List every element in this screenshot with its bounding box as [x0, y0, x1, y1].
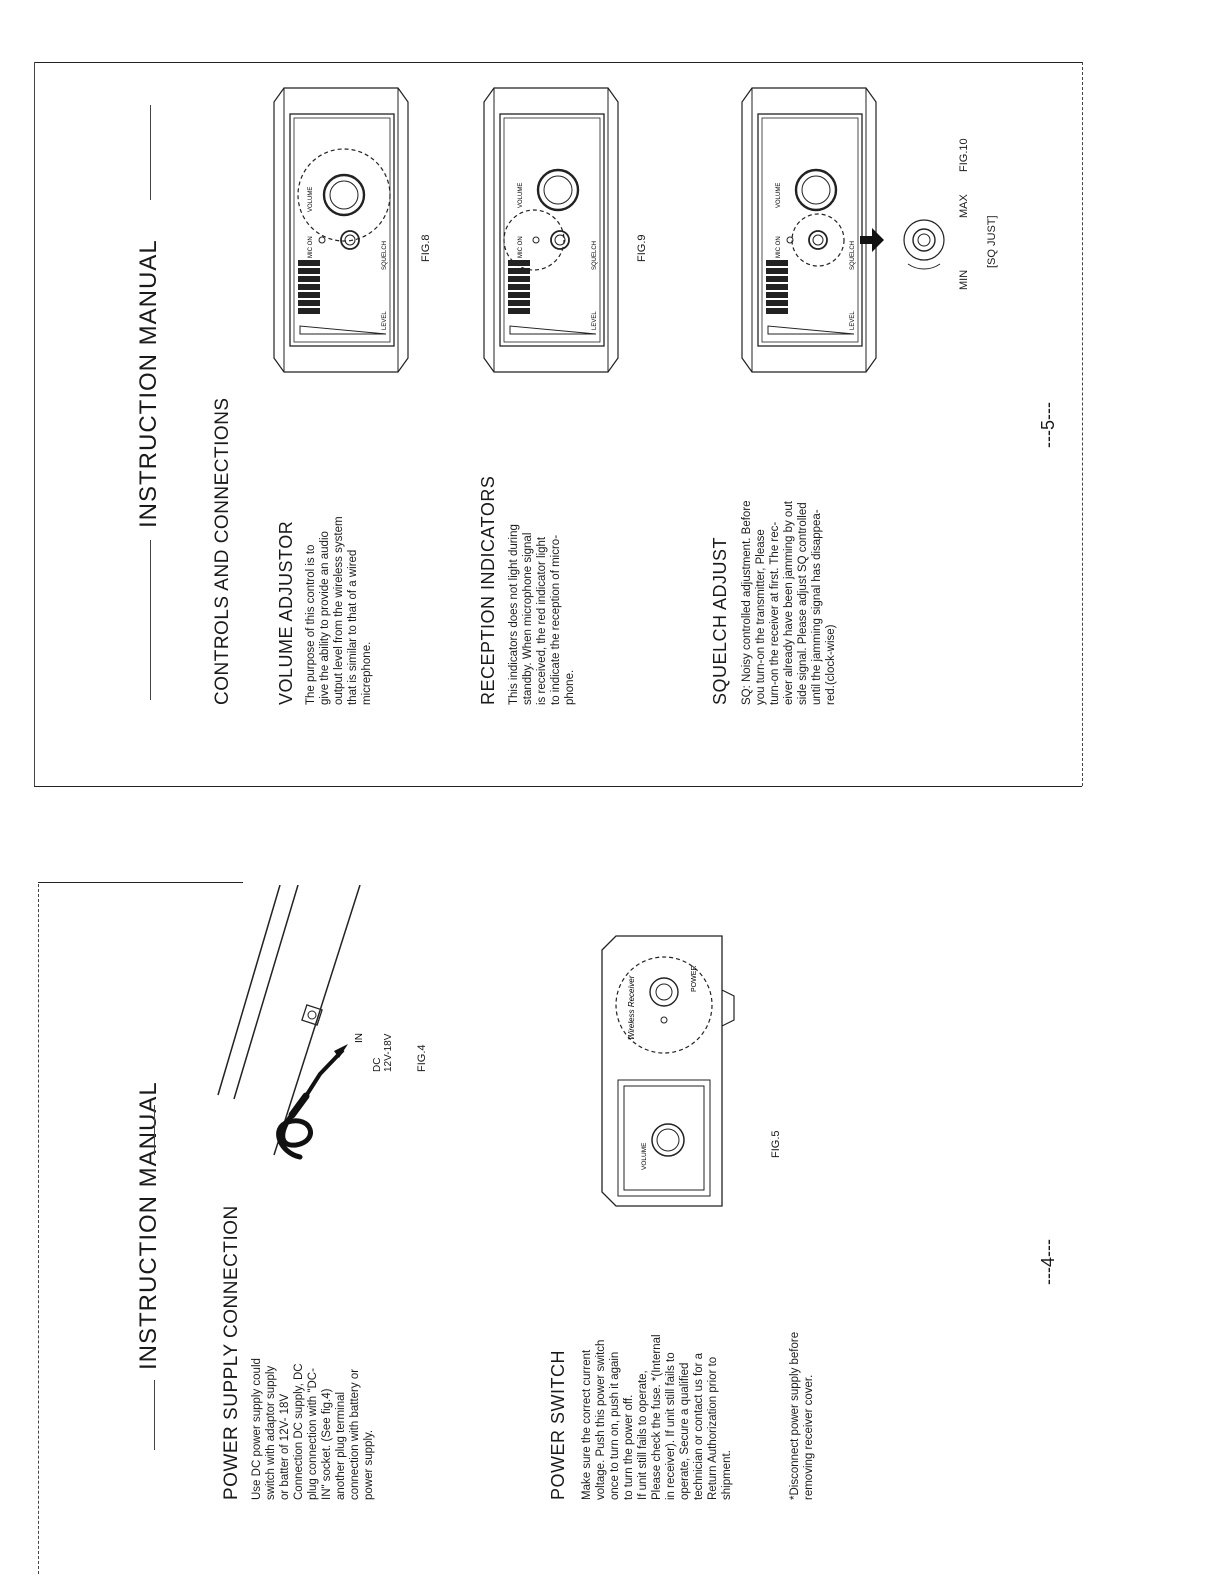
controls-title: CONTROLS AND CONNECTIONS	[212, 397, 233, 705]
fig10-mic-on-label: MIC ON	[776, 236, 782, 258]
fig8-label: FIG.8	[420, 234, 432, 262]
fig9-squelch-label: SQUELCH	[592, 240, 598, 270]
power-switch-body: Make sure the correct current voltage. Push this power switch once to turn on, push it again to turn the power off. If unit still fails to operate, Please check the fuse. *(Internal in receiver). If unit still fails to operate, Secure a qualified technician or contact us for a Return Authorization prior to shipment.	[581, 1334, 733, 1500]
right-page-right-border	[1082, 62, 1083, 786]
fig8-level-label: LEVEL	[382, 311, 388, 330]
right-page-bottom-rule	[34, 786, 1082, 787]
fig10-caption: [SQ JUST]	[986, 215, 998, 268]
fig9-level-label: LEVEL	[592, 311, 598, 330]
fig10-volume-label: VOLUME	[776, 182, 782, 208]
fig10-squelch-label: SQUELCH	[850, 240, 856, 270]
reception-title: RECEPTION INDICATORS	[478, 475, 498, 705]
volume-adjustor-title: VOLUME ADJUSTOR	[276, 520, 296, 705]
fig9-reception-drawing	[478, 80, 628, 380]
fig8-squelch-label: SQUELCH	[382, 240, 388, 270]
fig10-knob-detail	[858, 196, 948, 286]
fig9-mic-on-label: MIC ON	[518, 236, 524, 258]
power-supply-title: POWER SUPPLY CONNECTION	[221, 1205, 242, 1500]
right-header-rule-lower	[150, 540, 151, 700]
fig9-label: FIG.9	[636, 234, 648, 262]
left-page-number: ---4---	[1038, 1239, 1058, 1285]
fig8-mic-on-label: MIC ON	[308, 236, 314, 258]
power-switch-title: POWER SWITCH	[548, 1350, 568, 1500]
fig5-label: FIG.5	[770, 1130, 782, 1158]
right-page-header: INSTRUCTION MANUAL	[135, 239, 162, 528]
left-header-rule-upper	[154, 1105, 155, 1155]
volume-adjustor-body: The purpose of this control is to give the ability to provide an audio output level from the wireless system that is similar to that of a wired micrephone.	[305, 516, 373, 705]
fig5-power-switch-drawing	[596, 930, 746, 1230]
left-page-left-border	[38, 884, 39, 1574]
left-header-rule-lower	[154, 1380, 155, 1450]
fig5-brand-label: Wireless Receiver	[627, 975, 636, 1040]
right-page-top-rule	[34, 62, 1082, 63]
arrow-right-icon	[860, 228, 884, 252]
right-page-number: ---5---	[1038, 402, 1058, 448]
fig4-dc-plug-drawing	[210, 885, 450, 1175]
fig4-label: FIG.4	[416, 1044, 428, 1072]
fig10-max-label: MAX	[958, 194, 970, 218]
right-header-rule-upper	[150, 105, 151, 200]
power-supply-body: Use DC power supply could switch with adaptor supply or batter of 12V- 18V Connection DC supply, DC plug connection with "DC- IN" socket. (See fig.4) another plug terminal connection with battery or power supply.	[251, 1358, 375, 1500]
fig8-volume-label: VOLUME	[308, 186, 314, 212]
fig4-dc-label: DC 12V-18V	[372, 1033, 394, 1072]
reception-body: This indicators does not light during standby. When microphone signal is received, the red indicator light to indicate the reception of micro- phone.	[508, 524, 576, 705]
fig10-label: FIG.10	[958, 138, 970, 172]
fig10-level-label: LEVEL	[850, 311, 856, 330]
fig10-min-label: MIN	[958, 269, 970, 290]
fig5-volume-label: VOLUME	[641, 1142, 648, 1170]
power-switch-note: *Disconnect power supply before removing receiver cover.	[789, 1331, 815, 1500]
left-page-header: INSTRUCTION MANUAL	[135, 1081, 162, 1370]
right-page-left-border	[34, 62, 35, 786]
squelch-title: SQUELCH ADJUST	[710, 536, 730, 705]
fig9-volume-label: VOLUME	[518, 182, 524, 208]
fig8-volume-drawing	[268, 80, 418, 380]
fig4-in-label: IN	[354, 1033, 365, 1043]
fig5-power-label: POWER	[691, 965, 698, 992]
squelch-body: SQ: Noisy controlled adjustment. Before you turn-on the transmitter, Please turn-on the receiver at first. The rec- eiver already have been jamming by out side signal. Please adjust SQ controlled until the jamming signal has disappea- red.(clock-wise)	[741, 500, 837, 705]
left-page-top-rule	[38, 882, 243, 883]
